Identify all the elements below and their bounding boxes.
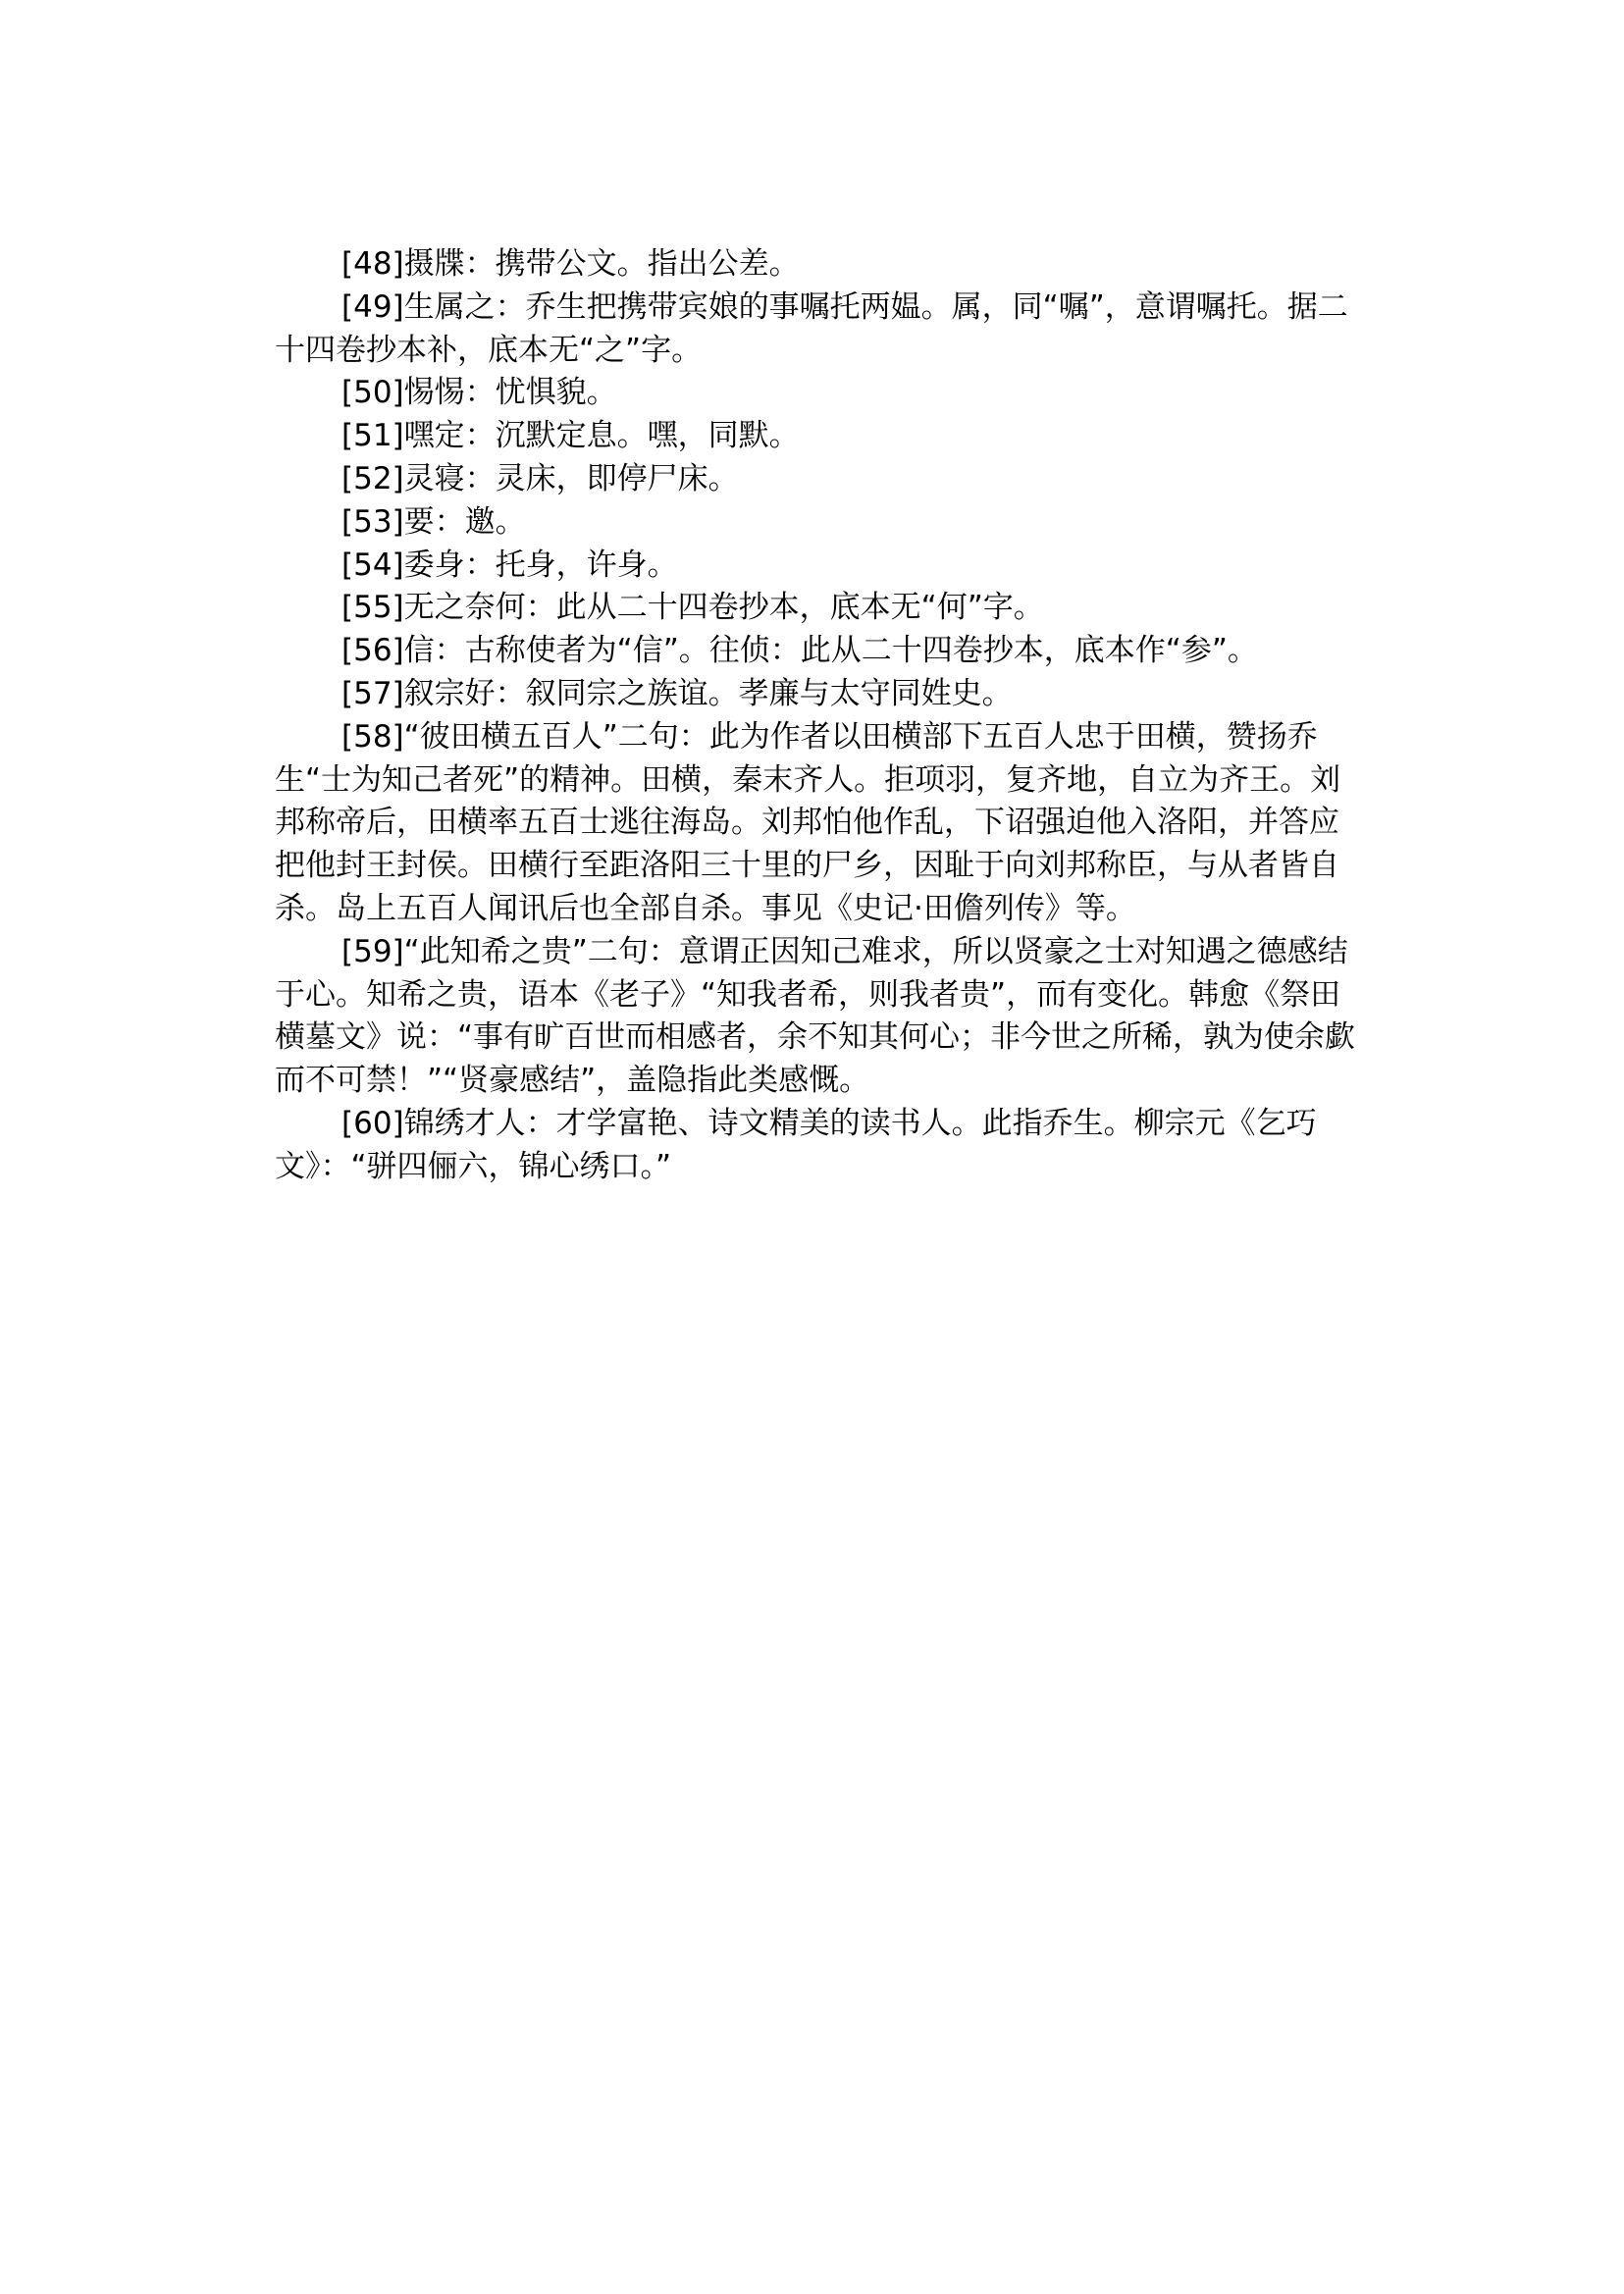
footnote-52 bbox=[275, 458, 1369, 501]
footnote-59 bbox=[275, 931, 1369, 1103]
footnote-text: “此知希之贵”二句：意谓正因知己难求，所以贤豪之士对知遇之德感结于心。知希之贵，语本《老子》“知我者希，则我者贵”，而有变化。韩愈《祭田横墓文》说：“事有旷百世而相感者，余不知其何心；非今世之所稀，孰为使余歔而不可禁！”“贤豪感结”，盖隐指此类感慨。 bbox=[275, 933, 1356, 1099]
footnote-53 bbox=[275, 501, 1369, 545]
footnote-number: [53] bbox=[341, 503, 404, 540]
footnote-text: “彼田横五百人”二句：此为作者以田横部下五百人忠于田横，赞扬乔生“士为知己者死”的精神。田横，秦末齐人。拒项羽，复齐地，自立为齐王。刘邦称帝后，田横率五百士逃往海岛。刘邦怕他作乱，下诏强迫他入洛阳，并答应把他封王封侯。田横行至距洛阳三十里的尸乡，因耻于向刘邦称臣，与从者皆自杀。岛上五百人闻讯后也全部自杀。事见《史记·田儋列传》等。 bbox=[275, 718, 1341, 926]
footnote-54 bbox=[275, 545, 1369, 588]
footnote-number: [55] bbox=[341, 590, 404, 626]
footnote-number: [57] bbox=[341, 675, 404, 711]
footnote-text: 要：邀。 bbox=[403, 503, 526, 540]
footnote-text: 摄牒：携带公文。指出公差。 bbox=[403, 246, 800, 282]
footnote-text: 灵寝：灵床，即停尸床。 bbox=[403, 460, 739, 496]
footnotes-list bbox=[275, 243, 1369, 1189]
footnote-number: [52] bbox=[341, 460, 404, 496]
footnote-49 bbox=[275, 287, 1369, 373]
footnote-number: [56] bbox=[341, 633, 404, 669]
footnote-number: [59] bbox=[341, 933, 404, 969]
footnote-number: [49] bbox=[341, 288, 404, 325]
footnote-55 bbox=[275, 587, 1369, 630]
footnote-number: [60] bbox=[341, 1105, 404, 1141]
footnote-number: [50] bbox=[341, 375, 404, 411]
footnote-text: 叙宗好：叙同宗之族谊。孝廉与太守同姓史。 bbox=[403, 675, 1013, 711]
footnote-number: [54] bbox=[341, 547, 404, 583]
footnote-51 bbox=[275, 415, 1369, 458]
footnote-58 bbox=[275, 716, 1369, 931]
footnote-50 bbox=[275, 372, 1369, 415]
footnote-48 bbox=[275, 243, 1369, 287]
footnote-number: [48] bbox=[341, 246, 404, 282]
footnote-text: 委身：托身，许身。 bbox=[403, 547, 678, 583]
footnote-number: [58] bbox=[341, 718, 404, 755]
footnote-number: [51] bbox=[341, 418, 404, 454]
footnote-text: 锦绣才人：才学富艳、诗文精美的读书人。此指乔生。柳宗元《乞巧文》：“骈四俪六，锦心绣口。” bbox=[275, 1105, 1317, 1184]
footnote-text: 信：古称使者为“信”。往侦：此从二十四卷抄本，底本作“参”。 bbox=[403, 633, 1258, 669]
footnote-text: 无之奈何：此从二十四卷抄本，底本无“何”字。 bbox=[403, 590, 1044, 626]
footnote-56 bbox=[275, 630, 1369, 673]
footnote-60 bbox=[275, 1103, 1369, 1189]
footnote-57 bbox=[275, 673, 1369, 716]
footnote-text: 嘿定：沉默定息。嘿，同默。 bbox=[403, 418, 800, 454]
footnote-text: 惕惕：忧惧貌。 bbox=[403, 375, 617, 411]
footnote-text: 生属之：乔生把携带宾娘的事嘱托两媪。属，同“嘱”，意谓嘱托。据二十四卷抄本补，底本无“之”字。 bbox=[275, 288, 1348, 368]
